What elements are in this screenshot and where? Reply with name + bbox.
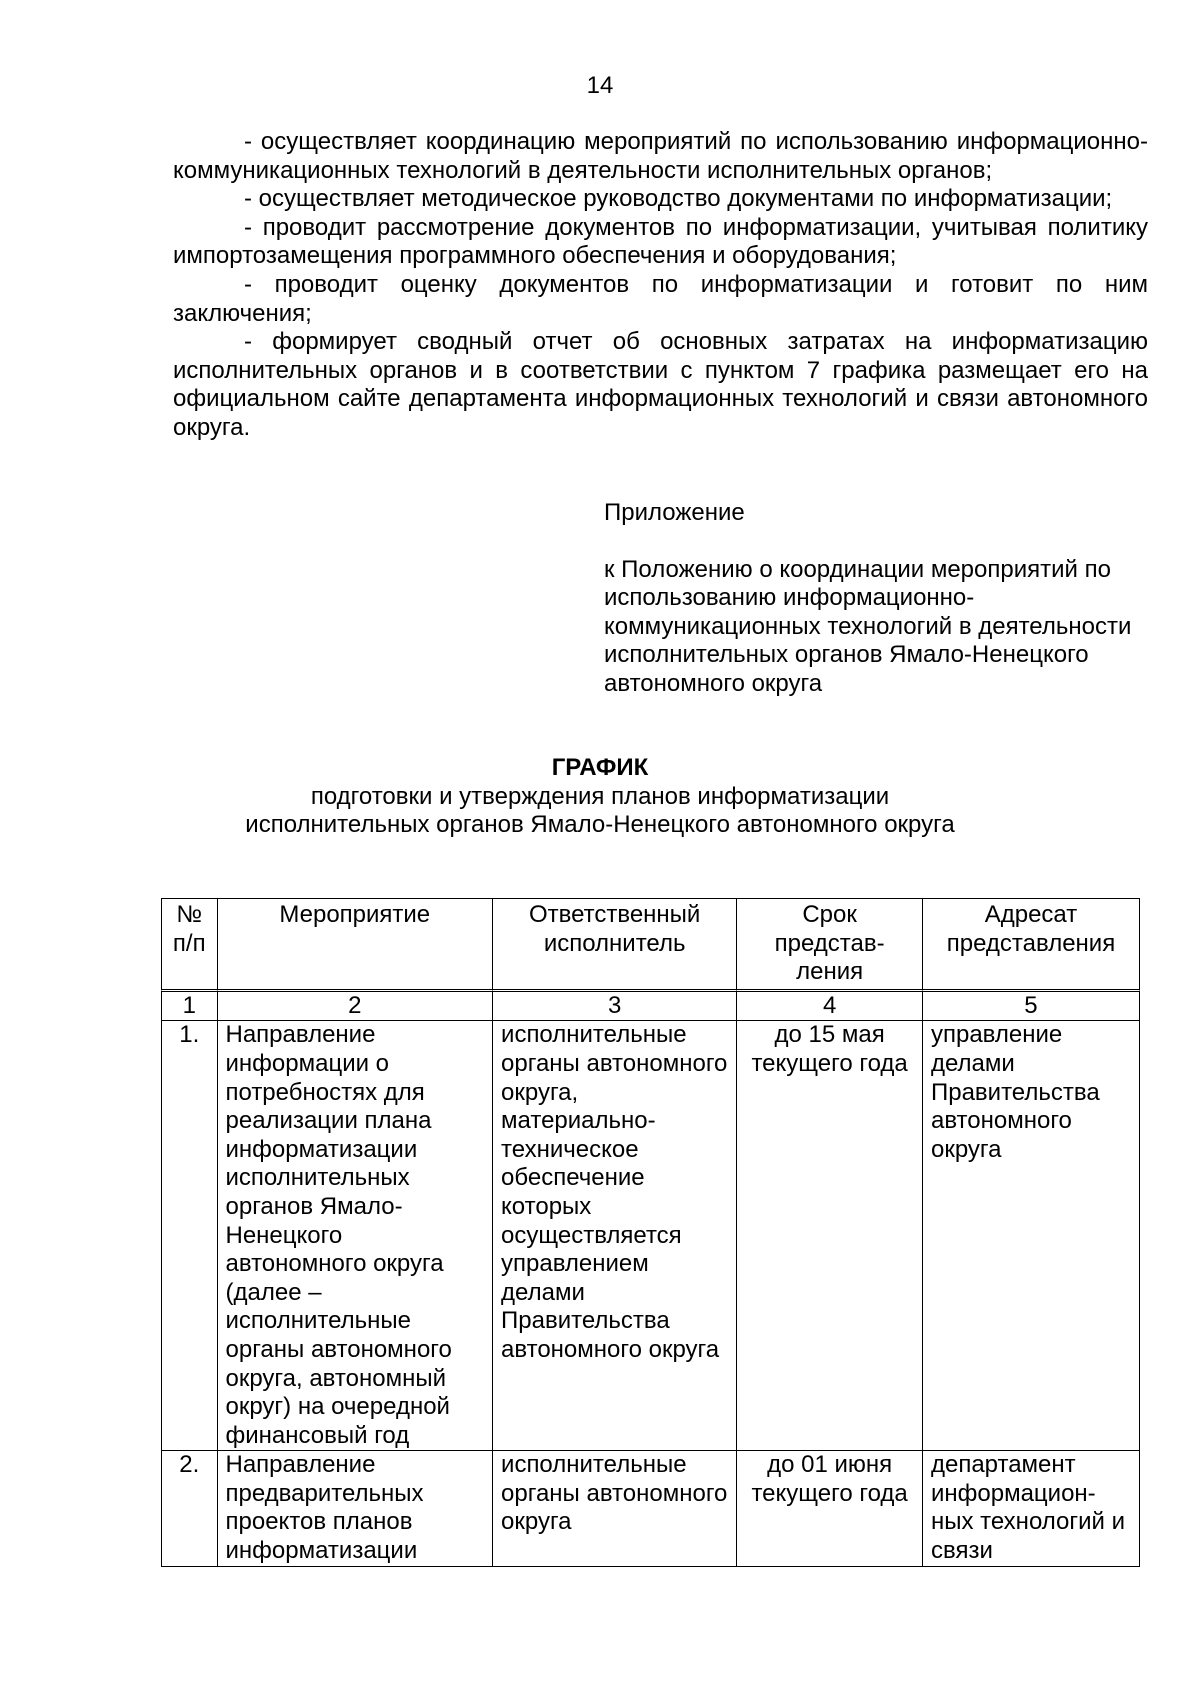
row-number: 1.	[161, 1020, 217, 1450]
schedule-table	[161, 898, 1140, 1567]
row-responsible: исполнительные органы автономного округа, материально-техническое обеспечение которых осуществляется управлением делами Правительства автономного округа	[492, 1020, 736, 1450]
appendix-block	[604, 499, 1144, 699]
row-deadline: до 15 мая текущего года	[736, 1020, 922, 1450]
row-number: 2.	[161, 1450, 217, 1566]
schedule-subtitle-line-1: подготовки и утверждения планов информатизации	[310, 782, 890, 810]
column-number-row	[161, 989, 1140, 1021]
column-number: 2	[217, 989, 493, 1021]
table-row	[161, 1450, 1140, 1566]
appendix-title: Приложение	[604, 499, 745, 526]
table-header-row	[161, 898, 1140, 989]
paragraph-document-review: - проводит рассмотрение документов по информатизации, учитывая политику импортозамещения программного обеспечения и оборудования;	[173, 213, 1148, 270]
paragraph-coordination: - осуществляет координацию мероприятий по использованию информационно-коммуникационных технологий в деятельности исполнительных органов;	[173, 128, 1148, 184]
schedule-heading	[0, 754, 1200, 840]
header-responsible: Ответственный исполнитель	[492, 898, 736, 989]
row-responsible: исполнительные органы автономного округа	[492, 1450, 736, 1566]
column-number: 4	[736, 989, 922, 1021]
row-deadline: до 01 июня текущего года	[736, 1450, 922, 1566]
row-addressee: департамент информацион-ных технологий и связи	[922, 1450, 1140, 1566]
header-deadline: Срок представ-ления	[736, 898, 922, 989]
schedule-subtitle-line-2: исполнительных органов Ямало-Ненецкого автономного округа	[245, 811, 955, 839]
schedule-title: ГРАФИК	[551, 754, 649, 781]
page-number: 14	[586, 72, 614, 99]
column-number: 5	[922, 989, 1140, 1021]
header-addressee: Адресат представления	[922, 898, 1140, 989]
header-activity: Мероприятие	[217, 898, 493, 989]
row-activity: Направление предварительных проектов планов информатизации	[217, 1450, 493, 1566]
row-activity: Направление информации о потребностях для реализации плана информатизации исполнительных органов Ямало-Ненецкого автономного округа (далее – исполнительные органы автономного округа, автономный округ) на очередной финансовый год	[217, 1020, 493, 1450]
row-addressee: управление делами Правительства автономного округа	[922, 1020, 1140, 1450]
header-number: № п/п	[161, 898, 217, 989]
table-row	[161, 1020, 1140, 1450]
paragraph-methodical-guidance: - осуществляет методическое руководство документами по информатизации;	[244, 185, 1113, 213]
column-number: 1	[161, 989, 217, 1021]
paragraph-document-assessment: - проводит оценку документов по информатизации и готовит по ним заключения;	[173, 270, 1148, 327]
paragraph-summary-report: - формирует сводный отчет об основных затратах на информатизацию исполнительных органов и в соответствии с пунктом 7 графика размещает его на официальном сайте департамента информационных технологий и связи автономного округа.	[173, 328, 1148, 441]
body-text	[173, 128, 1148, 443]
appendix-reference: к Положению о координации мероприятий по использованию информационно-коммуникационных технологий в деятельности исполнительных органов Ямало-Ненецкого автономного округа	[604, 555, 1132, 697]
column-number: 3	[492, 989, 736, 1021]
